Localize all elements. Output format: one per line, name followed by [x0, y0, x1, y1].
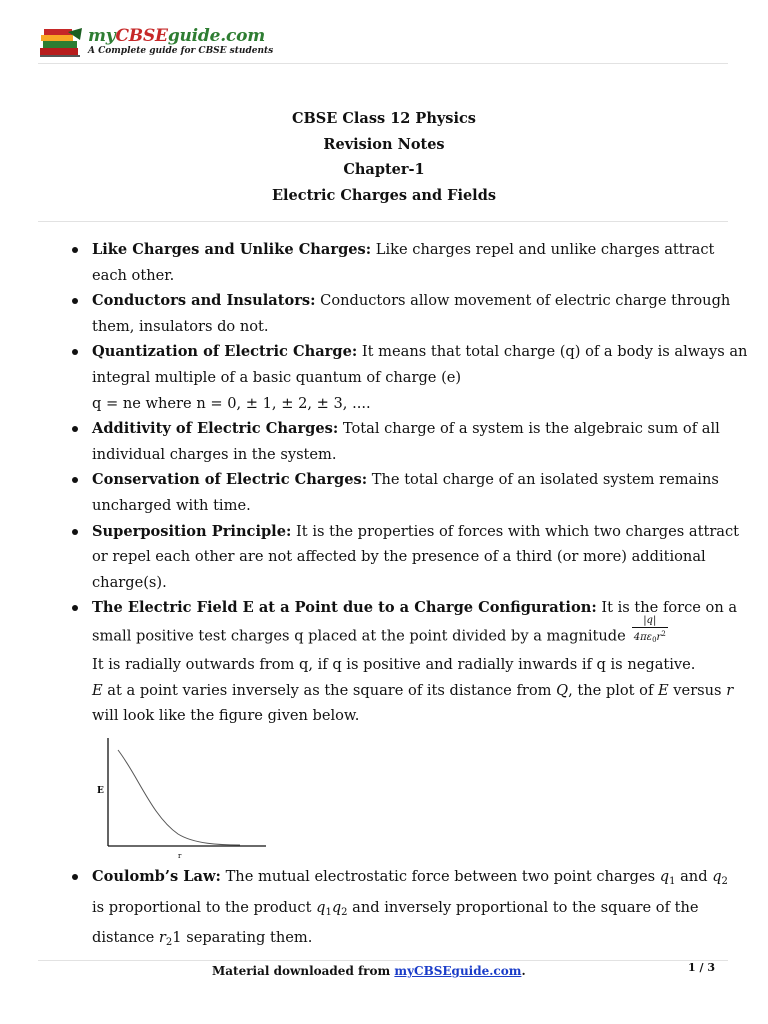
field-curve	[118, 750, 240, 845]
list-item: The Electric Field E at a Point due to a Charge Configuration: It is the force on a small positive test charges q placed at the point divided by a magnitude $\frac{|q|}{4\pi\varepsilon_0r^2}$ It is radially outwards from q, if q is positive and radially inwards if q is negative. E at a point varies inversely as the square of its distance from Q, the plot of E versus r will look like the figure given below.	[70, 595, 740, 728]
title-divider	[38, 221, 728, 222]
footer-link[interactable]: myCBSEguide.com	[394, 964, 522, 978]
bullet-icon	[72, 298, 78, 304]
header-divider	[38, 63, 728, 64]
notes-list	[70, 237, 748, 729]
title-notes: Revision Notes	[323, 135, 445, 153]
title-topic: Electric Charges and Fields	[272, 186, 496, 204]
tagline: A Complete guide for CBSE students	[88, 46, 274, 56]
list-item: Conservation of Electric Charges: The total charge of an isolated system remains uncharged with time.	[70, 467, 740, 518]
graph-y-label: E	[97, 786, 104, 796]
brand-name: myCBSEguide.com	[88, 26, 266, 46]
notes-list-continued	[70, 864, 740, 956]
title-class: CBSE Class 12 Physics	[292, 110, 476, 127]
list-item: Quantization of Electric Charge: It means that total charge (q) of a body is always an integral multiple of a basic quantum of charge (e) q = ne where n = 0, ± 1, ± 2, ± 3, ....	[70, 339, 740, 416]
books-logo-icon	[38, 26, 84, 60]
bullet-icon	[72, 529, 78, 535]
bullet-icon	[72, 874, 78, 880]
list-item: Additivity of Electric Charges: Total charge of a system is the algebraic sum of all individual charges in the system.	[70, 416, 740, 467]
list-item: Coulomb’s Law: The mutual electrostatic force between two point charges $q_1$ and $q_2$ is proportional to the product $q_1q_2$ and inversely proportional to the square of the distance $r_21$ separating them.	[70, 864, 740, 956]
list-item: Like Charges and Unlike Charges: Like charges repel and unlike charges attract each other.	[70, 237, 740, 288]
list-item: Superposition Principle: It is the properties of forces with which two charges attract or repel each other are not affected by the presence of a third (or more) additional charge(s).	[70, 519, 740, 596]
bullet-icon	[72, 349, 78, 355]
bullet-icon	[72, 477, 78, 483]
bullet-icon	[72, 605, 78, 611]
footer-note: Material downloaded from myCBSEguide.com.	[212, 964, 526, 978]
field-formula: $\frac{|q|}{4\pi\varepsilon_0r^2}$	[633, 614, 666, 644]
list-item: Conductors and Insulators: Conductors allow movement of electric charge through them, insulators do not.	[70, 288, 740, 339]
bullet-icon	[72, 426, 78, 432]
footer-divider	[38, 960, 728, 961]
site-header	[38, 26, 338, 62]
bullet-icon	[72, 247, 78, 253]
document-title	[0, 106, 768, 208]
e-vs-r-graph	[90, 736, 270, 864]
title-chapter: Chapter-1	[343, 161, 425, 178]
page-number: 1 / 3	[688, 961, 715, 974]
quantization-formula: n = 0, ± 1, ± 2, ± 3, ....	[196, 394, 371, 412]
graph-x-label: r	[178, 852, 182, 860]
